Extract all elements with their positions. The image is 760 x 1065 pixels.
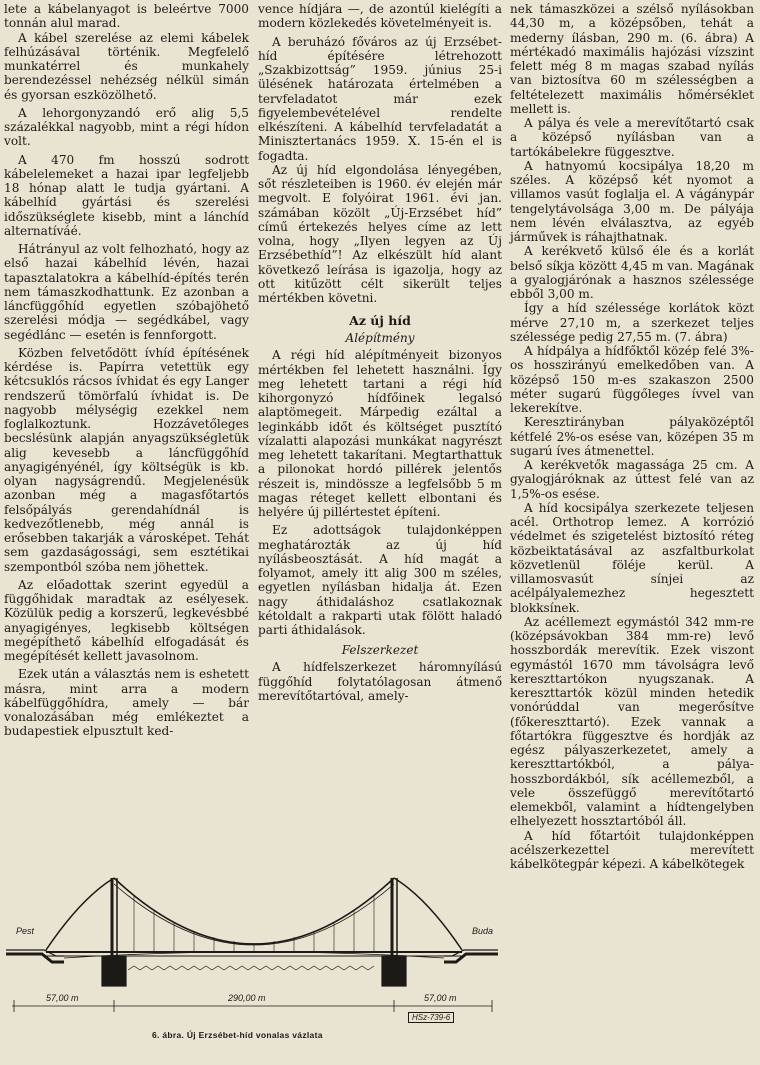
text-column-1 xyxy=(4,2,249,739)
paragraph: A híd főtartóit tulajdonképpen acélszerkezettel merevített kábelkötegpár képezi. A kábelkötegek xyxy=(510,828,754,871)
paragraph: A kerékvető külső éle és a korlát belső síkja között 4,45 m van. Magának a gyalogjárónak a hasznos szélessége ebből 3,00 m. xyxy=(510,244,754,301)
bridge-figure xyxy=(6,858,498,1058)
label-buda: Buda xyxy=(472,926,494,936)
dimension-left: 57,00 m xyxy=(46,993,79,1003)
paragraph: A hatnyomú kocsipálya 18,20 m széles. A középső két nyomot a villamos vasút foglalja el. A vágánypár tengelytávolsága 3,00 m. De pályája nem lévén elválasztva, az egyéb járművek is ráhajthatnak. xyxy=(510,158,754,244)
text-column-2 xyxy=(258,2,502,703)
paragraph: A lehorgonyzandó erő alig 5,5 százalékkal nagyobb, mint a régi hídon volt. xyxy=(4,105,249,149)
dimension-middle: 290,00 m xyxy=(228,993,266,1003)
paragraph: Közben felvetődött ívhíd építésének kérdése is. Papírra vetettük egy kétcsuklós rácsos ívhidat és egy Langer rendszerű tömörfalú ívhidat is. De nagyobb mélységig ezekkel nem foglalkoztunk. Hozzávetőleges becslésünk alapján anyagszükségletük alig kevesebb a láncfüggőhíd anyagigényénél, így költségük is kb. olyan nagyságrendű. Megjelenésük azonban még a magasfőtartós felsőpályás gerendahídnál is kedvezőtlenebb, még annál is erősebben takarják a városképet. Tehát sem gazdaságossági, sem esztétikai szempontból szóba nem jöhettek. xyxy=(4,345,249,574)
paragraph: A híd kocsipálya szerkezete teljesen acél. Orthotrop lemez. A korrózió védelmet és szigetelést biztosító réteg közbeiktatásával az aszfaltburkolat közvetlenül föléje kerül. A villamosvasút sínjei az acélpályalemezhez hegesztett blokksínek. xyxy=(510,500,754,615)
paragraph: vence hídjára —, de azontúl kielégíti a modern közlekedés követelményeit is. xyxy=(258,2,502,31)
paragraph: A kerékvetők magassága 25 cm. A gyalogjáróknak az úttest felé van az 1,5%-os esése. xyxy=(510,458,754,501)
paragraph: A kábel szerelése az elemi kábelek felhúzásával történik. Megfelelő munkatérrel és munkahely berendezéssel nehézség nélkül simán és gyorsan eszközölhető. xyxy=(4,30,249,102)
paragraph: Az előadottak szerint egyedül a függőhidak maradtak az esélyesek. Közülük pedig a korszerű, legkevésbbé anyagigényes, legkisebb költségen megépíthető kábelhíd elfogadását és megépítését kellett javasolnom. xyxy=(4,577,249,663)
paragraph: Az acéllemezt egymástól 342 mm-re (középsávokban 384 mm-re) levő hosszbordák merevítik. Ezek viszont egymástól 1670 mm távolságra levő kereszttartókon nyugszanak. A kereszttartók közül minden hetedik vonórúddal van megerősítve (főkereszttartó). Ezek vannak a főtartókra függesztve és hordják az egész pályaszerkezetet, amely a kereszttartókból, a pálya-hosszbordákból, sík acéllemezből, a vele összefüggő merevítőtartó elemekből, valamint a hídtengelyben elhelyezett hossztartóból áll. xyxy=(510,614,754,829)
paragraph: nek támaszközei a szélső nyílásokban 44,30 m, a középsőben, tehát a mederny ílásban, 290 m. (6. ábra) A mértékadó maximális hajózási vízszint felett még 8 m magas szabad nyílás van biztosítva 60 m szélességben a feltételezett maximális hőmérséklet mellett is. xyxy=(510,2,754,116)
text-column-3 xyxy=(510,2,754,871)
section-heading: Az új híd xyxy=(349,313,411,329)
dimension-right: 57,00 m xyxy=(424,993,457,1003)
label-pest: Pest xyxy=(16,926,35,936)
paragraph: Ez adottságok tulajdonképpen meghatározták az új híd nyílásbeosztását. A híd magát a folyamot, amely itt alig 300 m széles, egyetlen nyílásban hidalja át. Ezen nagy áthidaláshoz csatlakoznak kétoldalt a rakparti utak fölött haladó parti áthidalások. xyxy=(258,523,502,637)
paragraph: Az új híd elgondolása lényegében, sőt részleteiben is 1960. év elején már megvolt. E folyóirat 1961. évi jan. számában közölt „Új-Erzsébet híd” című értekezés helyes címe az lett volna, hogy „Ilyen legyen az Új Erzsébethíd”! Az elkészült híd alant következő leírása is igazolja, hogy az ott kitűzött célt sikerült teljes mértékben követni. xyxy=(258,162,502,305)
paragraph: Keresztirányban pályaközéptől kétfelé 2%-os esése van, középen 35 m sugarú íves átmenettel. xyxy=(510,415,754,458)
subsection-heading: Alépítmény xyxy=(345,331,415,346)
paragraph: A beruházó főváros az új Erzsébet-híd építésére létrehozott „Szakbizottság” 1959. június 25-i ülésének határozata értelmében a tervfeladatot már ezek figyelembevételével rendelte elkészíteni. A kábelhíd tervfeladatát a Minisztertanács 1959. X. 15-én el is fogadta. xyxy=(258,34,502,163)
paragraph: A hídpálya a hídfőktől közép felé 3%-os hosszirányú emelkedőben van. A középső 150 m-es szakaszon 2500 méter sugarú függőleges ívvel van lekerekítve. xyxy=(510,344,754,415)
figure-code: HSz-739-6 xyxy=(408,1012,454,1023)
paragraph: Így a híd szélessége korlátok közt mérve 27,10 m, a szerkezet teljes szélessége pedig 27,55 m. (7. ábra) xyxy=(510,301,754,344)
paragraph: Ezek után a választás nem is eshetett másra, mint arra a modern kábelfüggőhídra, amely — bár vonalozásában még emlékeztet a budapestiek elpusztult ked- xyxy=(4,667,249,739)
paragraph: A pálya és vele a merevítőtartó csak a középső nyílásban van a tartókábelekre függesztve. xyxy=(510,116,754,159)
subsection-heading: Felszerkezet xyxy=(341,643,419,658)
paragraph: A 470 fm hosszú sodrott kábelelemeket a hazai ipar legfeljebb 18 hónap alatt le tudja gyártani. A kábelhíd gyártási és szerelési időszükséglete kisebb, mint a lánchíd alternatíváé. xyxy=(4,152,249,238)
paragraph: lete a kábelanyagot is beleértve 7000 tonnán alul marad. xyxy=(4,2,249,31)
paragraph: Hátrányul az volt felhozható, hogy az első hazai kábelhíd lévén, hazai tapasztalatokra a kábelhíd-építés terén nem támaszkodhattunk. Ez azonban a láncfüggőhíd egyetlen szóbajöhető szerelési módja — segédkábel, vagy segédlánc — esetén is fennforgott. xyxy=(4,242,249,342)
figure-caption: 6. ábra. Új Erzsébet-híd vonalas vázlata xyxy=(152,1030,323,1040)
paragraph: A hídfelszerkezet háromnyílású függőhíd folytatólagosan átmenő merevítőtartóval, amely- xyxy=(258,660,502,703)
paragraph: A régi híd alépítményeit bizonyos mértékben fel lehetett használni. Így meg lehetett tartani a régi híd kihorgonyzó hídfőinek legalsó alaptömegeit. Márpedig ezáltal a leginkább időt és költséget pusztító vízalatti alapozási munkákat nagyrészt meg lehetett takarítani. Megtarthattuk a pilonokat hordó pillérek jelentős részeit is, mindössze a legfelsőbb 5 m magas réteget kellett elbontani és helyére új pillértestet építeni. xyxy=(258,348,502,519)
